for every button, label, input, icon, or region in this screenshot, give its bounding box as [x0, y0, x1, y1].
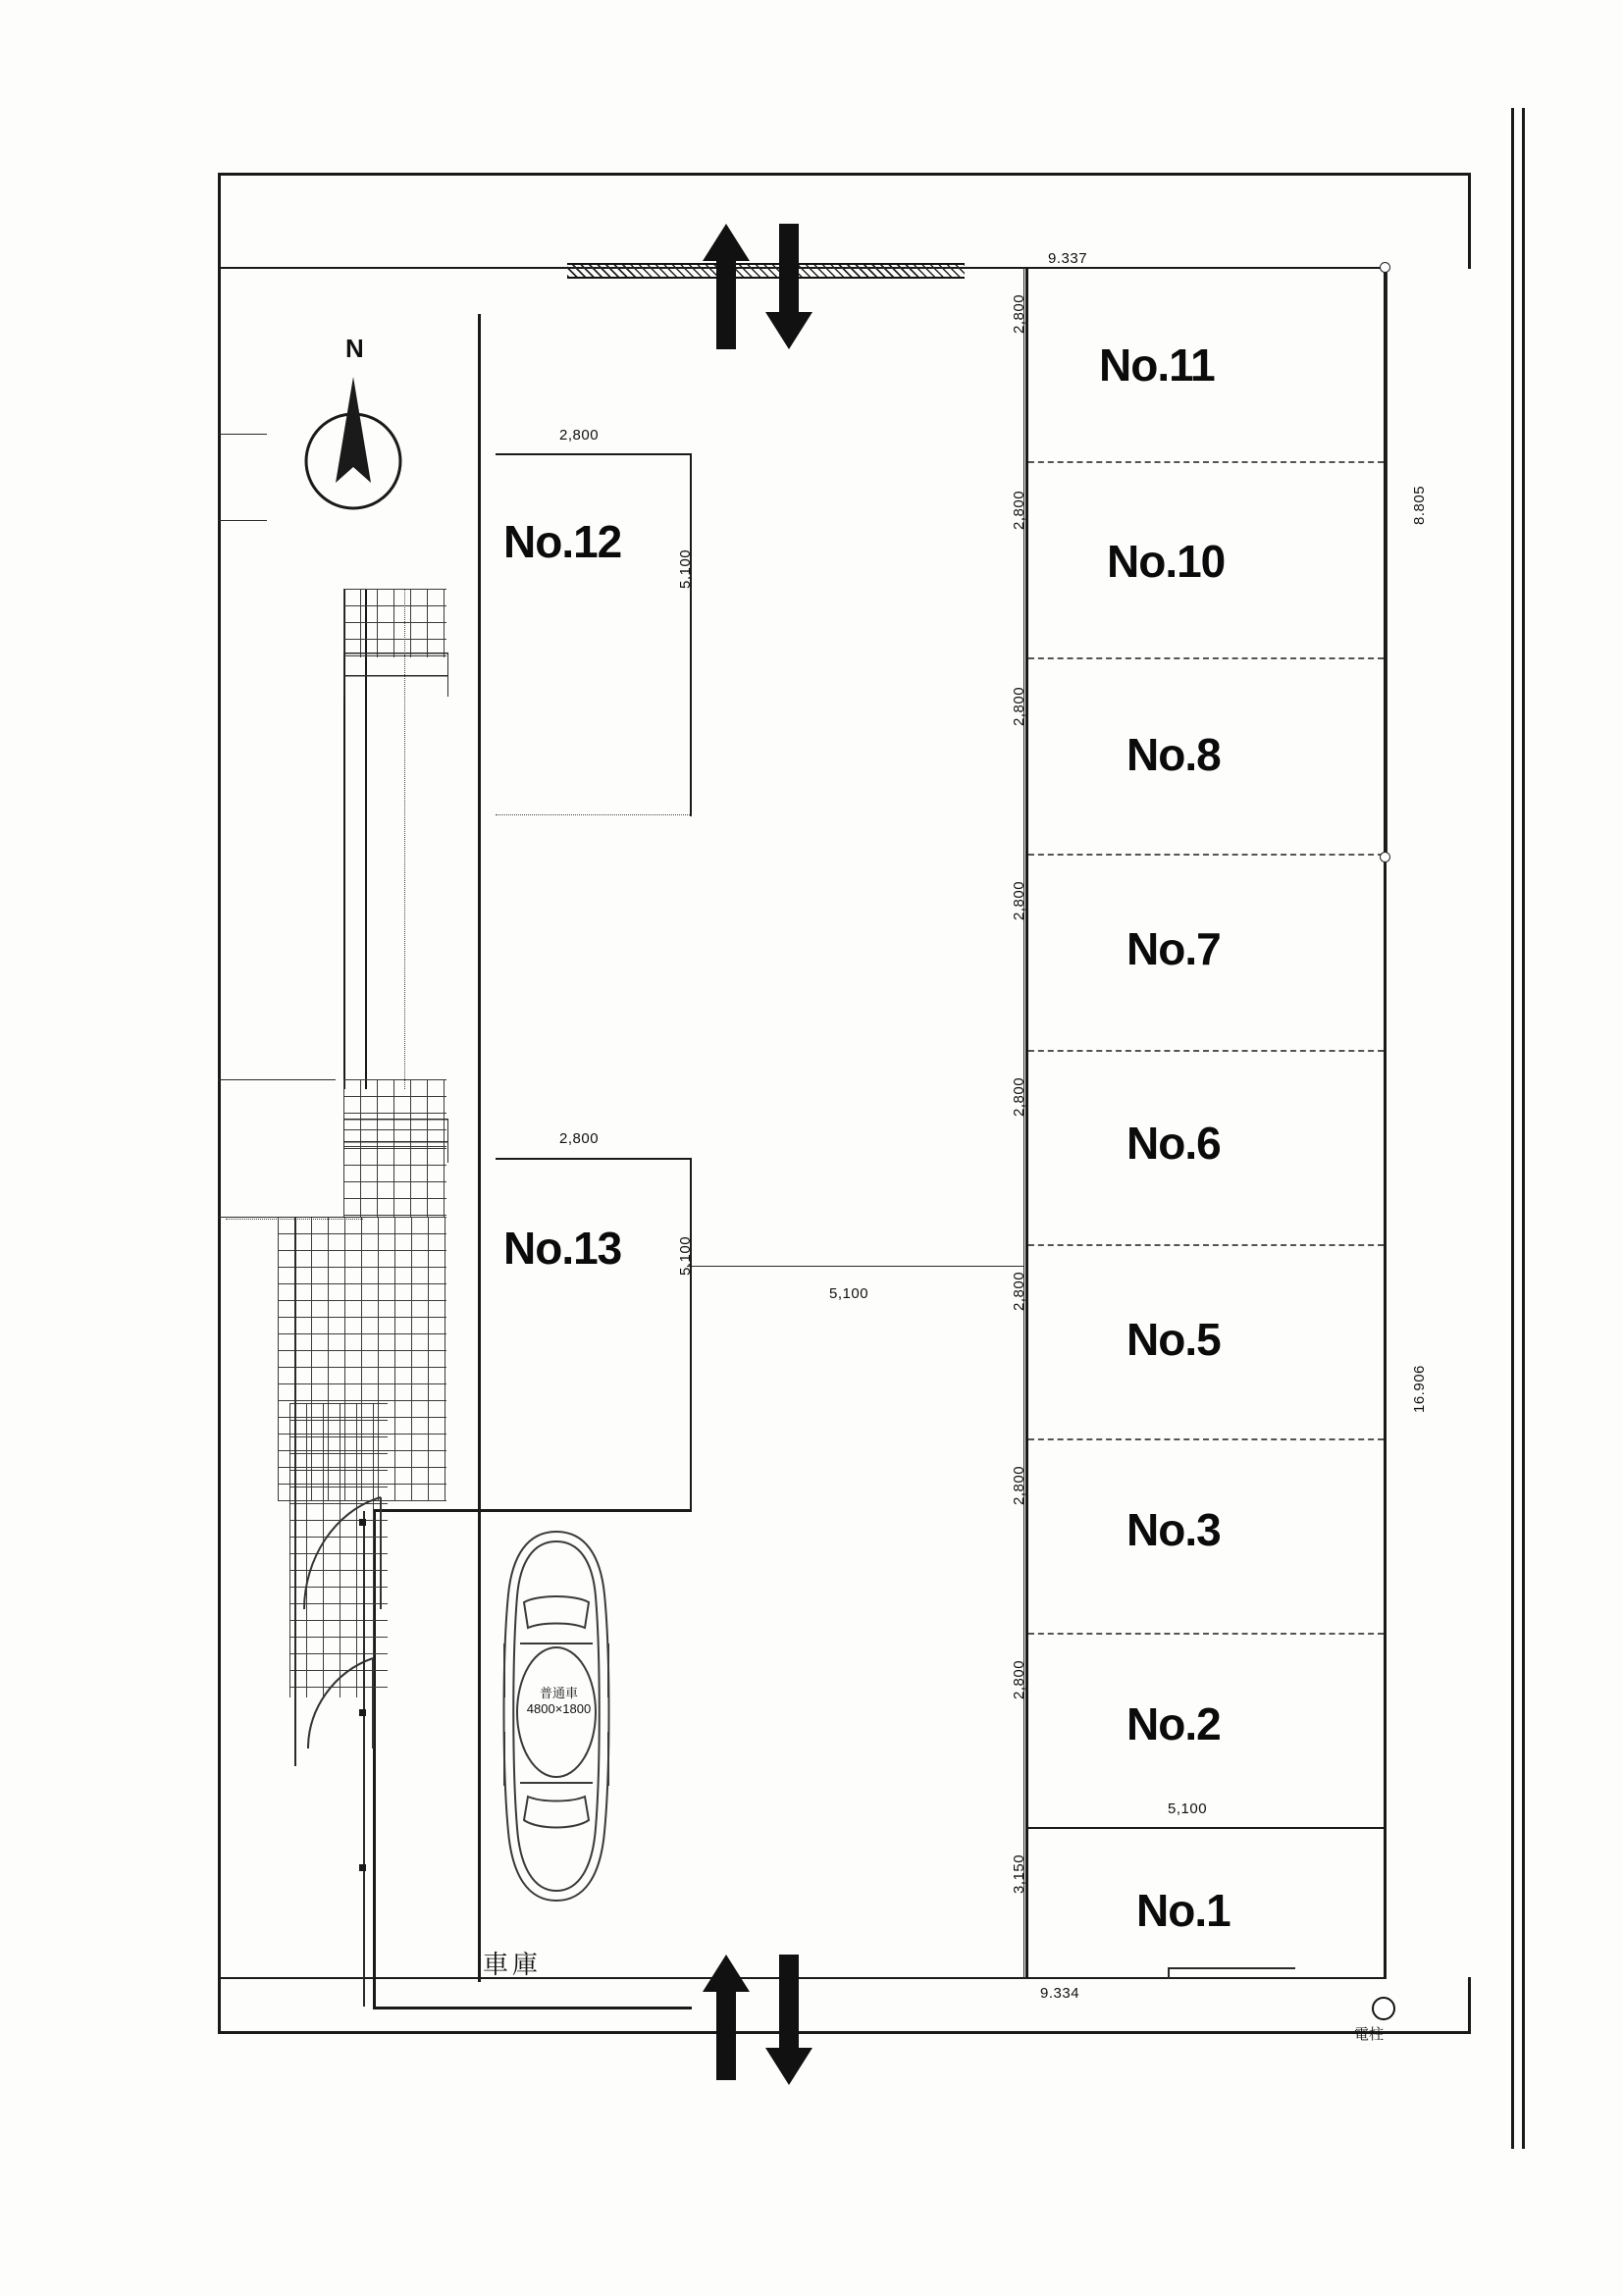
dim-no5-width: 2,800 [1011, 1271, 1027, 1311]
dim-no7-width: 2,800 [1011, 880, 1027, 920]
structure-line-inner [294, 1217, 296, 1766]
dim-no8-width: 2,800 [1011, 686, 1027, 726]
dim-stall-depth-bottom: 5,100 [1168, 1800, 1208, 1817]
offset-tick-3 [218, 1079, 336, 1080]
door-swing-icons [265, 1491, 402, 1786]
stall-divider-11-10 [1028, 461, 1384, 463]
dim-no13-width: 2,800 [559, 1130, 600, 1147]
dim-no2-width: 2,800 [1011, 1659, 1027, 1699]
dim-no11-width: 2,800 [1011, 293, 1027, 334]
site-bottom-boundary [218, 2031, 1470, 2034]
car-type-label: 普通車 [539, 1686, 578, 1700]
dim-no12-depth: 5,100 [677, 548, 694, 589]
garage-top-edge [373, 1509, 692, 1512]
dim-tick-upper [1380, 852, 1390, 862]
offset-tick-1 [218, 434, 267, 435]
site-left-boundary-top [218, 173, 221, 269]
dim-no3-width: 2,800 [1011, 1465, 1027, 1505]
offset-tick-4 [218, 1217, 365, 1218]
traffic-arrow-bottom [699, 1955, 821, 2087]
paving-grid-upper [343, 589, 446, 657]
dim-bottom-width: 9.334 [1040, 1985, 1080, 2002]
utility-pole-label: 電柱 [1354, 2026, 1385, 2043]
no13-top-edge [496, 1158, 692, 1160]
dim-no13-depth: 5,100 [677, 1235, 694, 1276]
no12-left-edge [478, 314, 481, 1982]
no12-right-edge [690, 453, 692, 816]
garage-bottom-edge [373, 2007, 692, 2009]
stall-label-no5: No.5 [1126, 1314, 1221, 1365]
curb-line-bottom-right [1168, 1967, 1295, 1969]
site-left-boundary [218, 267, 221, 2033]
stall-divider-6-5 [1028, 1244, 1384, 1246]
stall-divider-5-3 [1028, 1438, 1384, 1440]
utility-pole-icon [1372, 1997, 1395, 2020]
dim-right-lower-height: 16.906 [1411, 1365, 1428, 1413]
north-arrow-icon [294, 373, 412, 530]
garage-label: 車庫 [483, 1950, 543, 1979]
stall-divider-10-8 [1028, 657, 1384, 659]
stall-label-no6: No.6 [1126, 1118, 1221, 1169]
stall-label-no8: No.8 [1126, 729, 1221, 780]
page-edge-line-outer [1511, 108, 1514, 2149]
offset-tick-2 [218, 520, 267, 521]
dim-top-width: 9.337 [1048, 250, 1088, 267]
stall-label-no7: No.7 [1126, 923, 1221, 974]
dim-tick-top [1380, 262, 1390, 273]
stall-label-no1: No.1 [1136, 1885, 1230, 1936]
site-right-boundary-bottom [1468, 1977, 1471, 2034]
stall-label-no11: No.11 [1099, 339, 1215, 391]
traffic-arrow-top [699, 224, 821, 351]
page-edge-line-inner [1522, 108, 1525, 2149]
dim-leader-mid [687, 1266, 1023, 1267]
offset-dotted-1 [226, 1219, 363, 1220]
north-letter: N [345, 334, 364, 363]
marker-sq-1 [359, 1519, 366, 1526]
stall-divider-3-2 [1028, 1633, 1384, 1635]
stall-label-no13: No.13 [503, 1223, 622, 1274]
dim-no12-width: 2,800 [559, 427, 600, 444]
dim-stall-depth-mid: 5,100 [829, 1285, 869, 1302]
stall-divider-8-7 [1028, 854, 1384, 856]
stairs-block-lower [343, 1119, 448, 1163]
stall-divider-2-1 [1028, 1827, 1384, 1829]
structure-line-left [363, 1511, 365, 2007]
car-size-label: 4800×1800 [526, 1701, 592, 1717]
stall-label-no2: No.2 [1126, 1698, 1221, 1749]
stall-label-no3: No.3 [1126, 1504, 1221, 1555]
dim-no1-width: 3,150 [1011, 1853, 1027, 1894]
stall-label-no12: No.12 [503, 516, 622, 567]
no12-top-edge [496, 453, 692, 455]
dim-no6-width: 2,800 [1011, 1076, 1027, 1117]
dim-no10-width: 2,800 [1011, 490, 1027, 530]
site-right-boundary-top [1468, 173, 1471, 269]
stall-divider-7-6 [1028, 1050, 1384, 1052]
stairs-block-upper [343, 652, 448, 697]
dim-right-upper-height: 8.805 [1411, 485, 1428, 525]
car-size-note [512, 1686, 605, 1718]
stall-label-no10: No.10 [1107, 536, 1226, 587]
curb-line-bottom-right-v [1168, 1967, 1170, 1979]
no12-bottom-edge [496, 814, 692, 815]
site-top-boundary [218, 173, 1470, 176]
marker-sq-3 [359, 1864, 366, 1871]
marker-sq-2 [359, 1709, 366, 1716]
no13-right-edge [690, 1158, 692, 1511]
